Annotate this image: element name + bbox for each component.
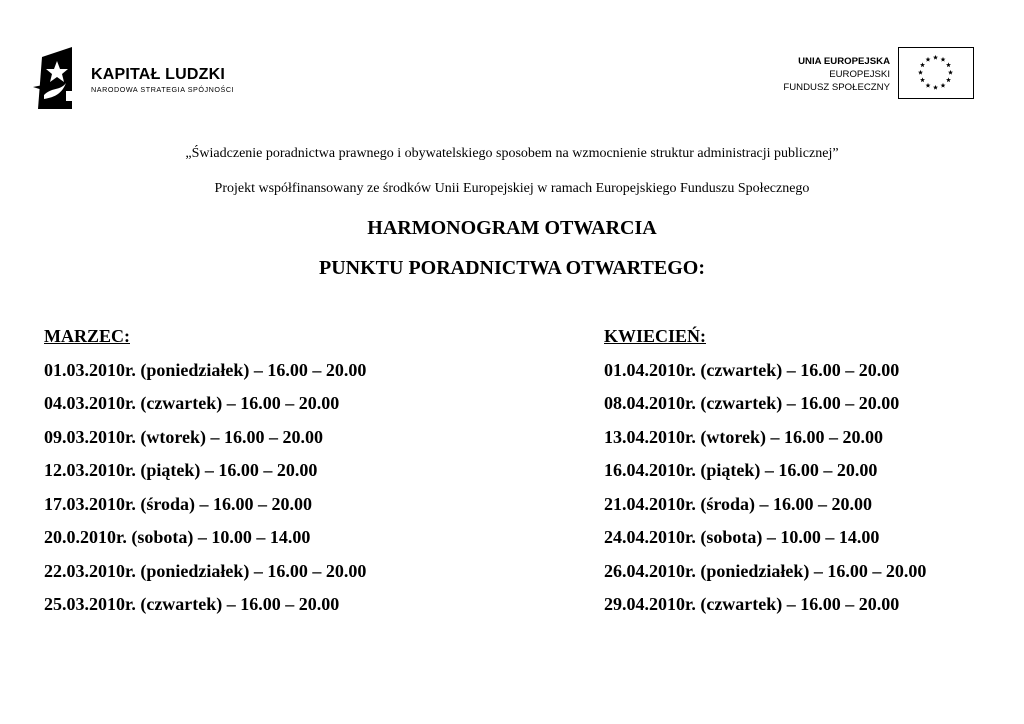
schedule-item: 22.03.2010r. (poniedziałek) – 16.00 – 20.00 xyxy=(44,560,367,581)
title-line-1: HARMONOGRAM OTWARCIA xyxy=(367,217,657,239)
schedule-item: 24.04.2010r. (sobota) – 10.00 – 14.00 xyxy=(604,527,880,547)
kapital-ludzki-subtitle: NARODOWA STRATEGIA SPÓJNOŚCI xyxy=(91,85,235,94)
eu-line-2: EUROPEJSKI xyxy=(829,69,890,80)
kapital-ludzki-logo xyxy=(30,47,260,109)
march-heading: MARZEC: xyxy=(44,326,130,346)
schedule-item: 16.04.2010r. (piątek) – 16.00 – 20.00 xyxy=(604,460,878,480)
schedule-item: 20.0.2010r. (sobota) – 10.00 – 14.00 xyxy=(44,527,311,547)
eu-star-icon xyxy=(933,55,938,60)
title-line-2: PUNKTU PORADNICTWA OTWARTEGO: xyxy=(319,257,705,279)
schedule-item: 29.04.2010r. (czwartek) – 16.00 – 20.00 xyxy=(604,594,900,614)
cofinancing-note: Projekt współfinansowany ze środków Unii Europejskiej w ramach Europejskiego Funduszu Społecznego xyxy=(214,181,810,196)
schedule-item: 26.04.2010r. (poniedziałek) – 16.00 – 20.00 xyxy=(604,560,927,581)
eu-star-icon xyxy=(933,85,938,90)
schedule-item: 04.03.2010r. (czwartek) – 16.00 – 20.00 xyxy=(44,393,340,413)
eu-star-icon xyxy=(941,83,946,88)
eu-efs-logo xyxy=(760,47,980,103)
eu-star-icon xyxy=(920,77,925,82)
eu-efs-text xyxy=(783,55,890,94)
schedule-item: 17.03.2010r. (środa) – 16.00 – 20.00 xyxy=(44,493,313,514)
schedule-item: 01.03.2010r. (poniedziałek) – 16.00 – 20.00 xyxy=(44,359,367,380)
april-schedule xyxy=(604,324,926,626)
eu-star-icon xyxy=(946,62,951,67)
schedule-item: 01.04.2010r. (czwartek) – 16.00 – 20.00 xyxy=(604,359,900,380)
eu-star-icon xyxy=(926,83,931,88)
eu-line-1: UNIA EUROPEJSKA xyxy=(798,56,890,67)
kapital-ludzki-emblem-icon xyxy=(30,47,88,109)
eu-star-icon xyxy=(946,77,951,82)
april-heading: KWIECIEŃ: xyxy=(604,326,707,346)
eu-star-icon xyxy=(918,70,923,75)
schedule-item: 12.03.2010r. (piątek) – 16.00 – 20.00 xyxy=(44,460,318,480)
eu-star-icon xyxy=(926,57,931,62)
project-name: „Świadczenie poradnictwa prawnego i obywatelskiego sposobem na wzmocnienie struktur administracji publicznej” xyxy=(185,146,839,161)
schedule-item: 25.03.2010r. (czwartek) – 16.00 – 20.00 xyxy=(44,594,340,614)
eu-line-3: FUNDUSZ SPOŁECZNY xyxy=(783,82,890,93)
schedule-item: 09.03.2010r. (wtorek) – 16.00 – 20.00 xyxy=(44,426,323,447)
march-schedule xyxy=(44,324,366,626)
schedule-item: 13.04.2010r. (wtorek) – 16.00 – 20.00 xyxy=(604,426,883,447)
eu-star-icon xyxy=(920,62,925,67)
eu-star-icon xyxy=(948,70,953,75)
eu-star-icon xyxy=(941,57,946,62)
schedule-item: 21.04.2010r. (środa) – 16.00 – 20.00 xyxy=(604,493,873,514)
schedule-item: 08.04.2010r. (czwartek) – 16.00 – 20.00 xyxy=(604,393,900,413)
kapital-ludzki-title: KAPITAŁ LUDZKI xyxy=(91,66,226,83)
eu-flag-icon xyxy=(898,47,974,99)
